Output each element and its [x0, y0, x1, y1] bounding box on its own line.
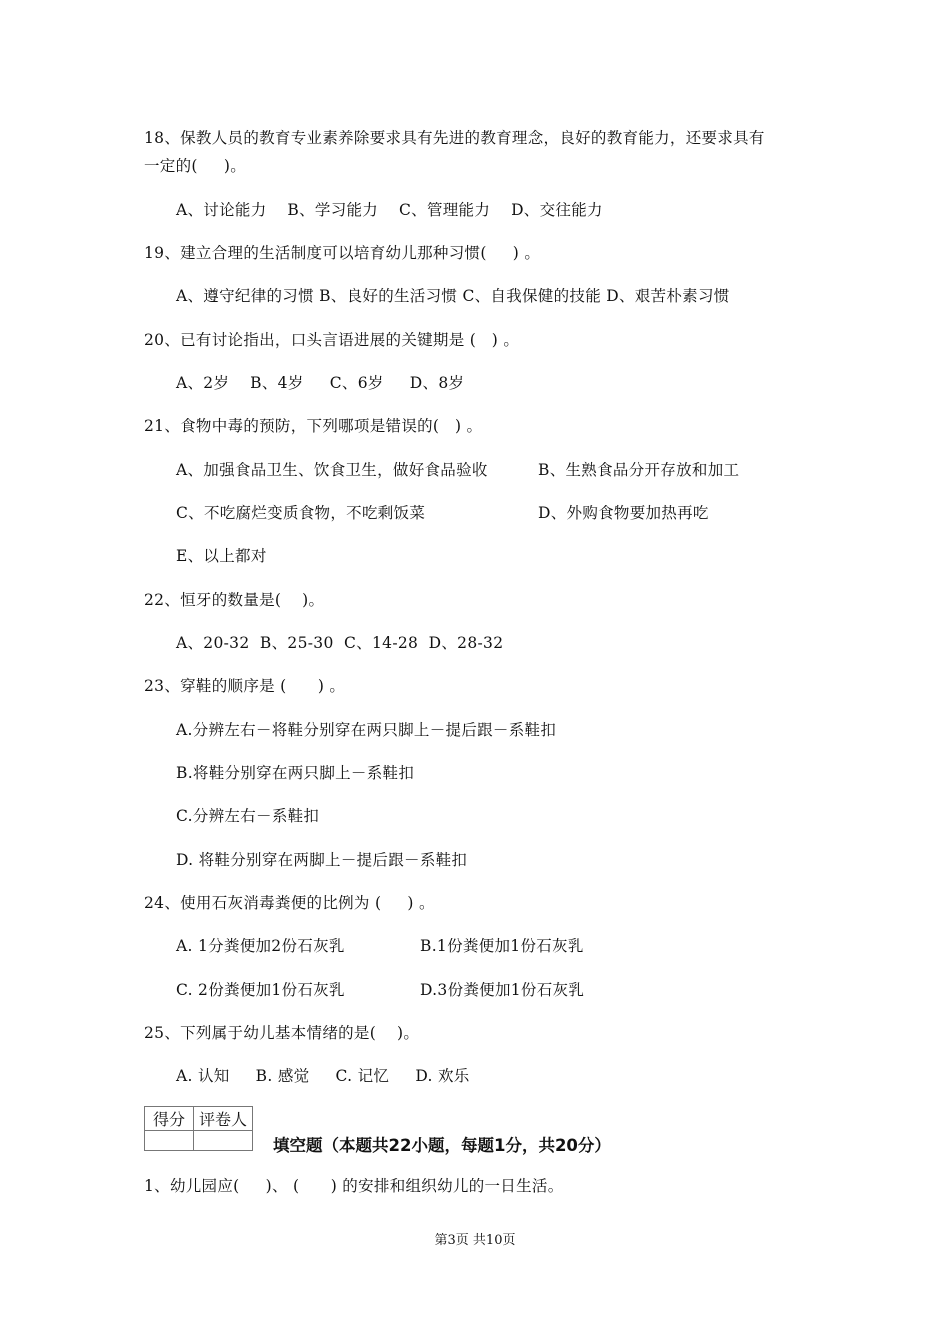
- question-25-stem: 25、下列属于幼儿基本情绪的是( )。: [144, 1024, 420, 1042]
- grader-label: 评卷人: [194, 1107, 253, 1131]
- question-22-options: A、20-32 B、25-30 C、14-28 D、28-32: [176, 634, 504, 652]
- grader-cell: [194, 1131, 253, 1151]
- score-cell: [145, 1131, 194, 1151]
- question-25-options: A. 认知 B. 感觉 C. 记忆 D. 欢乐: [176, 1067, 470, 1085]
- page-footer: 第3页 共10页: [434, 1233, 516, 1248]
- question-24-option-c: C. 2份粪便加1份石灰乳: [176, 981, 345, 999]
- question-18-line2: 一定的( )。: [144, 157, 247, 175]
- question-23-option-a: A.分辨左右－将鞋分别穿在两只脚上－提后跟－系鞋扣: [176, 721, 557, 739]
- question-21-option-d: D、外购食物要加热再吃: [538, 504, 709, 522]
- question-20-stem: 20、已有讨论指出，口头言语进展的关键期是 ( ) 。: [144, 331, 520, 349]
- question-18-line1: 18、保教人员的教育专业素养除要求具有先进的教育理念，良好的教育能力，还要求具有: [144, 129, 765, 147]
- question-21-option-a: A、加强食品卫生、饮食卫生，做好食品验收: [176, 461, 488, 479]
- score-box: [144, 1106, 253, 1151]
- question-24-stem: 24、使用石灰消毒粪便的比例为 ( ) 。: [144, 894, 435, 912]
- question-24-option-a: A. 1分粪便加2份石灰乳: [176, 937, 345, 955]
- section-title: 填空题（本题共22小题，每题1分，共20分）: [273, 1136, 611, 1155]
- question-21-stem: 21、食物中毒的预防，下列哪项是错误的( ) 。: [144, 417, 483, 435]
- question-18-options: A、讨论能力 B、学习能力 C、管理能力 D、交往能力: [176, 201, 603, 219]
- question-23-option-d: D. 将鞋分别穿在两脚上－提后跟－系鞋扣: [176, 851, 468, 869]
- question-20-options: A、2岁 B、4岁 C、6岁 D、8岁: [176, 374, 465, 392]
- question-21-option-e: E、以上都对: [176, 547, 267, 565]
- question-23-option-b: B.将鞋分别穿在两只脚上－系鞋扣: [176, 764, 415, 782]
- question-24-option-b: B.1份粪便加1份石灰乳: [420, 937, 584, 955]
- score-label: 得分: [145, 1107, 194, 1131]
- question-23-option-c: C.分辨左右－系鞋扣: [176, 807, 320, 825]
- question-24-option-d: D.3份粪便加1份石灰乳: [420, 981, 585, 999]
- question-19-stem: 19、建立合理的生活制度可以培育幼儿那种习惯( ) 。: [144, 244, 541, 262]
- question-22-stem: 22、恒牙的数量是( )。: [144, 591, 325, 609]
- fill-question-1: 1、幼儿园应( )、 ( ) 的安排和组织幼儿的一日生活。: [144, 1177, 564, 1195]
- question-23-stem: 23、穿鞋的顺序是 ( ) 。: [144, 677, 346, 695]
- question-21-option-b: B、生熟食品分开存放和加工: [538, 461, 740, 479]
- question-19-options: A、遵守纪律的习惯 B、良好的生活习惯 C、自我保健的技能 D、艰苦朴素习惯: [176, 287, 730, 305]
- question-21-option-c: C、不吃腐烂变质食物，不吃剩饭菜: [176, 504, 426, 522]
